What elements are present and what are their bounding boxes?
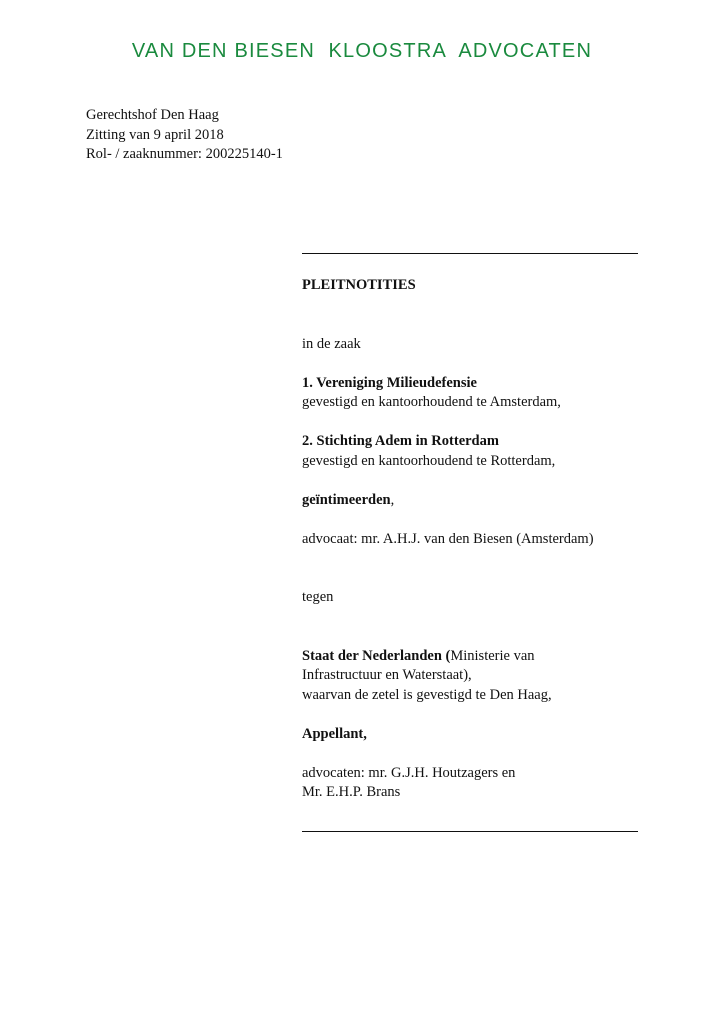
appellant-seat: waarvan de zetel is gevestigd te Den Haag, bbox=[302, 686, 552, 703]
case-intro: in de zaak bbox=[302, 335, 361, 352]
court-info bbox=[86, 106, 283, 165]
case-number: Rol- / zaaknummer: 200225140-1 bbox=[86, 146, 283, 162]
appellant-counsel-1: advocaten: mr. G.J.H. Houtzagers en bbox=[302, 764, 516, 781]
appellant-name-line bbox=[302, 647, 638, 667]
appellant-ministry-cont: Infrastructuur en Waterstaat), bbox=[302, 667, 472, 683]
appellant-role: Appellant, bbox=[302, 725, 367, 742]
case-caption bbox=[302, 276, 638, 803]
firm-letterhead: VAN DEN BIESEN KLOOSTRA ADVOCATEN bbox=[131, 40, 593, 62]
bottom-divider bbox=[302, 831, 638, 832]
respondents-counsel: advocaat: mr. A.H.J. van den Biesen (Amsterdam) bbox=[302, 530, 594, 547]
appellant-counsel-2: Mr. E.H.P. Brans bbox=[302, 784, 401, 800]
versus-label: tegen bbox=[302, 589, 334, 605]
party-2-name: 2. Stichting Adem in Rotterdam bbox=[302, 433, 499, 449]
respondents-role-line bbox=[302, 491, 638, 511]
party-2-seat: gevestigd en kantoorhoudend te Rotterdam, bbox=[302, 452, 556, 469]
document-title: PLEITNOTITIES bbox=[302, 277, 416, 293]
top-divider bbox=[302, 253, 638, 254]
appellant-name: Staat der Nederlanden ( bbox=[302, 647, 451, 664]
respondents-role-punct: , bbox=[390, 491, 395, 508]
appellant-ministry: Ministerie van bbox=[450, 647, 535, 664]
party-1-seat: gevestigd en kantoorhoudend te Amsterdam, bbox=[302, 394, 561, 410]
court-name: Gerechtshof Den Haag bbox=[86, 107, 219, 123]
party-1-name: 1. Vereniging Milieudefensie bbox=[302, 374, 477, 391]
session-date: Zitting van 9 april 2018 bbox=[86, 126, 224, 143]
respondents-role: geïntimeerden bbox=[302, 491, 391, 508]
